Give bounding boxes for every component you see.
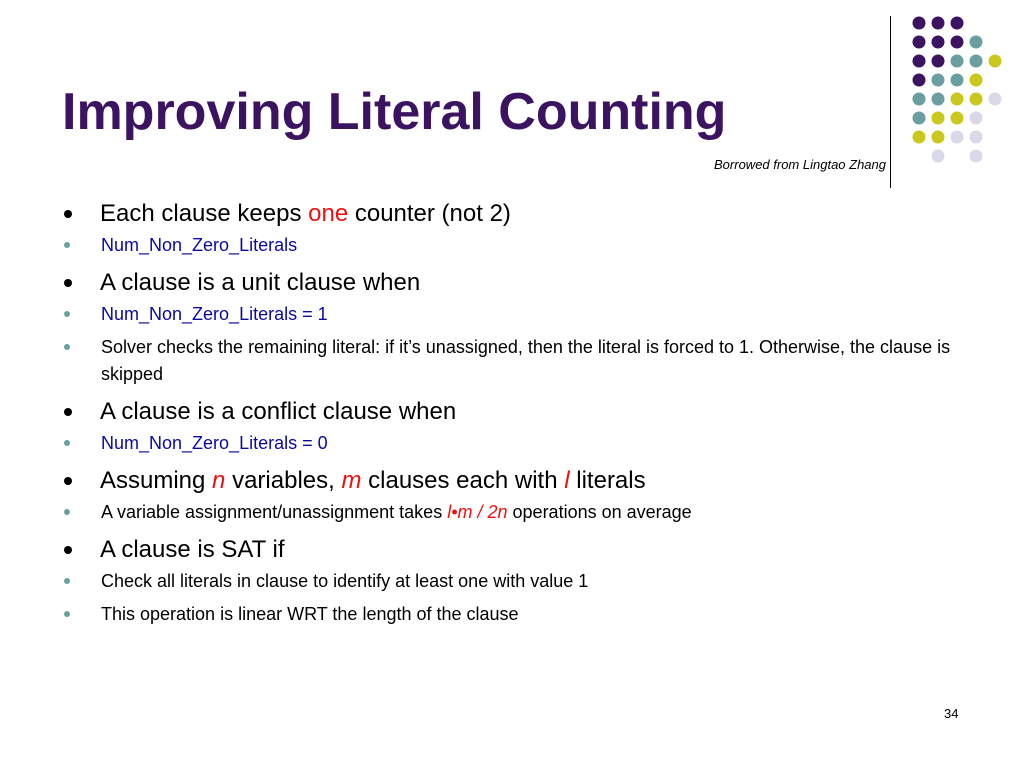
bullet-text: counter (not 2) (348, 200, 511, 227)
bullet-item (62, 465, 962, 497)
sub-bullet-text: A variable assignment/unassignment takes (101, 502, 448, 522)
decorative-dot (970, 36, 983, 49)
decorative-dot (932, 93, 945, 106)
sub-bullet-text: Solver checks the remaining literal: if it’s unassigned, then the literal is forced to 1. Otherwise, the clause is skipped (101, 337, 951, 384)
variable-text: m (341, 467, 362, 494)
decorative-dot (932, 55, 945, 68)
sub-bullet-text: Num_Non_Zero_Literals = 0 (101, 433, 328, 453)
decorative-dot (970, 55, 983, 68)
sub-bullet-text: Num_Non_Zero_Literals = 1 (101, 304, 328, 324)
decorative-dot (970, 112, 983, 125)
bullet-text: literals (569, 467, 646, 494)
bullet-text: A clause is a unit clause when (100, 269, 421, 296)
decorative-dot (970, 74, 983, 87)
sub-bullet-dot-icon (64, 578, 70, 584)
sub-bullet-dot-icon (64, 242, 70, 248)
decorative-dot (951, 112, 964, 125)
decorative-dot (913, 112, 926, 125)
sub-bullet-item (62, 430, 962, 457)
sub-bullet-list (62, 301, 962, 388)
slide-title: Improving Literal Counting (62, 83, 727, 141)
bullet-text: Each clause keeps (100, 200, 309, 227)
decorative-dot (970, 93, 983, 106)
bullet-dot-icon (64, 546, 72, 554)
decorative-dot (932, 131, 945, 144)
bullet-dot-icon (64, 408, 72, 416)
bullet-text: Assuming (100, 467, 213, 494)
variable-text: l (564, 467, 570, 494)
decorative-dot (989, 93, 1002, 106)
bullet-list (62, 198, 962, 636)
decorative-dot (913, 36, 926, 49)
decorative-dot (932, 74, 945, 87)
decorative-dot (951, 131, 964, 144)
variable-text: n (212, 467, 226, 494)
sub-bullet-list (62, 568, 962, 628)
formula-text: l•m / 2n (447, 502, 508, 522)
bullet-text: A clause is SAT if (100, 536, 285, 563)
bullet-text: variables, (225, 467, 342, 494)
decorative-dot (913, 55, 926, 68)
decorative-dot (913, 74, 926, 87)
decorative-dot (913, 131, 926, 144)
sub-bullet-item (62, 232, 962, 259)
bullet-item (62, 267, 962, 299)
bullet-dot-icon (64, 279, 72, 287)
sub-bullet-dot-icon (64, 440, 70, 446)
bullet-item (62, 198, 962, 230)
sub-bullet-list (62, 430, 962, 457)
sub-bullet-item (62, 334, 962, 388)
sub-bullet-item (62, 601, 962, 628)
sub-bullet-text: Num_Non_Zero_Literals (101, 235, 298, 255)
sub-bullet-text: operations on average (507, 502, 692, 522)
decorative-dot (951, 17, 964, 30)
decorative-dot (989, 55, 1002, 68)
bullet-dot-icon (64, 477, 72, 485)
decorative-dot (970, 150, 983, 163)
sub-bullet-dot-icon (64, 611, 70, 617)
bullet-text: A clause is a conflict clause when (100, 398, 457, 425)
sub-bullet-list (62, 499, 962, 526)
decorative-dot (951, 55, 964, 68)
sub-bullet-text: Check all literals in clause to identify at least one with value 1 (101, 571, 589, 591)
decorative-dot (913, 17, 926, 30)
bullet-dot-icon (64, 210, 72, 218)
sub-bullet-item (62, 301, 962, 328)
decorative-dot (932, 112, 945, 125)
decorative-dot (951, 74, 964, 87)
credit-text: Borrowed from Lingtao Zhang (714, 157, 886, 172)
sub-bullet-dot-icon (64, 311, 70, 317)
bullet-text: clauses each with (361, 467, 565, 494)
decorative-dot (932, 150, 945, 163)
sub-bullet-dot-icon (64, 344, 70, 350)
page-number: 34 (944, 706, 959, 721)
sub-bullet-item (62, 499, 962, 526)
decorative-dot (932, 17, 945, 30)
vertical-divider (890, 16, 891, 188)
decorative-dot (970, 131, 983, 144)
decorative-dot (951, 36, 964, 49)
sub-bullet-item (62, 568, 962, 595)
sub-bullet-dot-icon (64, 509, 70, 515)
emphasis-text: one (308, 200, 349, 227)
bullet-item (62, 534, 962, 566)
bullet-item (62, 396, 962, 428)
decorative-dot (932, 36, 945, 49)
sub-bullet-text: This operation is linear WRT the length of the clause (101, 604, 519, 624)
decorative-dot (951, 93, 964, 106)
decorative-dot (913, 93, 926, 106)
sub-bullet-list (62, 232, 962, 259)
